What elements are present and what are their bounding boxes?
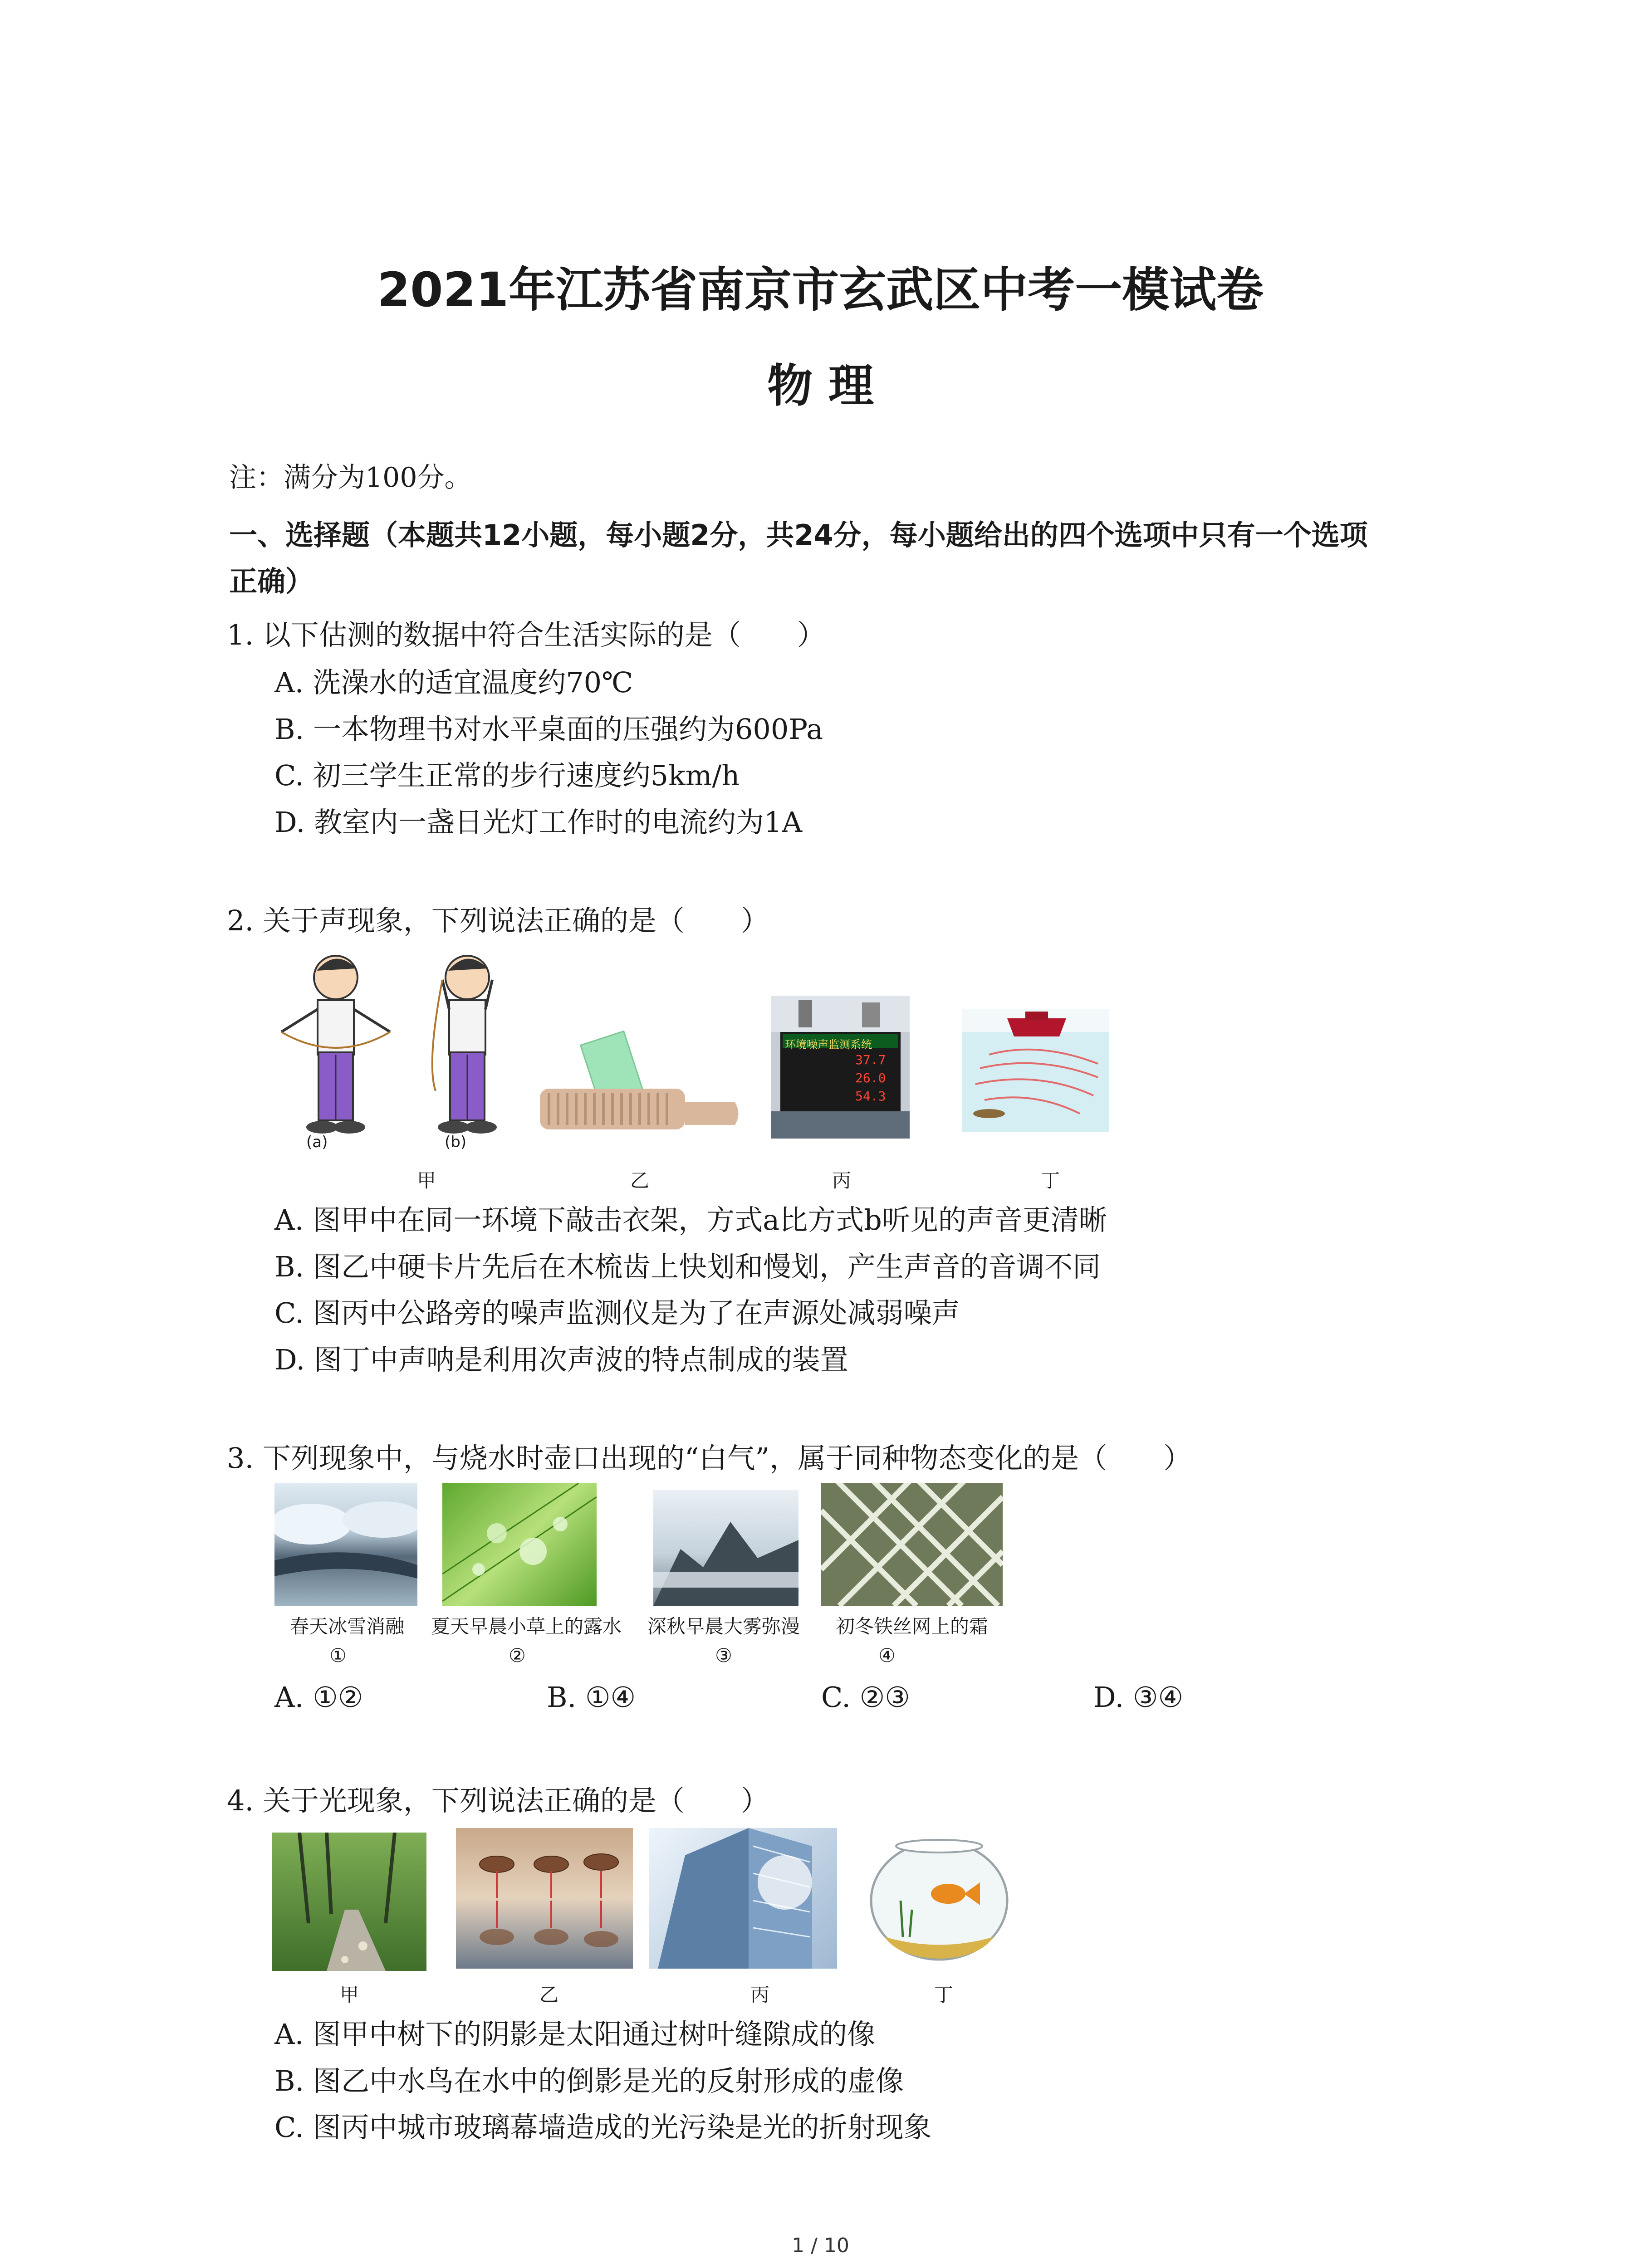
q3-caption-3: 深秋早晨大雾弥漫 bbox=[647, 1615, 800, 1637]
q3-caption-1: 春天冰雪消融 bbox=[289, 1615, 404, 1637]
q3-image-ice-melting bbox=[274, 1483, 417, 1606]
q4-option-a: A. 图甲中树下的阴影是太阳通过树叶缝隙成的像 bbox=[274, 2018, 876, 2051]
q3-image-morning-fog bbox=[653, 1490, 798, 1606]
monitor-value-2: 26.0 bbox=[855, 1070, 886, 1085]
fig-label-b: (b) bbox=[445, 1133, 467, 1151]
q4-image-glass-curtain-wall bbox=[649, 1828, 837, 1969]
q3-number-3: ③ bbox=[715, 1644, 732, 1667]
q2-caption-yi: 乙 bbox=[630, 1169, 649, 1192]
q3-option-a: A. ①② bbox=[274, 1681, 363, 1714]
figure-ding-sonar-ship bbox=[962, 1009, 1109, 1132]
q4-caption-jia: 甲 bbox=[339, 1984, 359, 2006]
figure-bing-noise-monitor bbox=[771, 996, 910, 1139]
q4-image-goldfish-bowl bbox=[867, 1833, 1012, 1969]
section-heading-line1: 一、选择题（本题共12小题，每小题2分，共24分，每小题给出的四个选项中只有一个选项 bbox=[229, 518, 1368, 552]
monitor-value-1: 37.7 bbox=[855, 1052, 886, 1067]
q2-option-a: A. 图甲中在同一环境下敲击衣架，方式a比方式b听见的声音更清晰 bbox=[274, 1203, 1107, 1237]
q2-caption-bing: 丙 bbox=[832, 1169, 851, 1192]
score-note: 注：满分为100分。 bbox=[229, 462, 472, 494]
q3-caption-2: 夏天早晨小草上的露水 bbox=[431, 1615, 622, 1637]
q3-image-dew-on-grass bbox=[442, 1483, 597, 1606]
q2-caption-jia: 甲 bbox=[416, 1169, 436, 1192]
question-4-stem: 4. 关于光现象，下列说法正确的是（ ） bbox=[227, 1784, 769, 1817]
q4-option-b: B. 图乙中水鸟在水中的倒影是光的反射形成的虚像 bbox=[274, 2064, 904, 2097]
section-heading-line2: 正确） bbox=[229, 565, 314, 598]
subject-title: 物 理 bbox=[767, 359, 874, 412]
q3-option-c: C. ②③ bbox=[821, 1681, 910, 1714]
figure-yi-comb bbox=[535, 1030, 744, 1143]
q1-option-a: A. 洗澡水的适宜温度约70℃ bbox=[274, 666, 633, 699]
q3-option-b: B. ①④ bbox=[547, 1681, 636, 1714]
question-2-stem: 2. 关于声现象，下列说法正确的是（ ） bbox=[227, 904, 769, 937]
q3-image-frost-on-wire-mesh bbox=[821, 1483, 1003, 1606]
q1-option-c: C. 初三学生正常的步行速度约5km/h bbox=[274, 759, 740, 792]
q2-option-c: C. 图丙中公路旁的噪声监测仪是为了在声源处减弱噪声 bbox=[274, 1296, 960, 1330]
q4-caption-ding: 丁 bbox=[934, 1984, 953, 2006]
figure-jia-person-b bbox=[408, 946, 526, 1154]
figure-jia-person-a bbox=[268, 946, 408, 1154]
q4-option-c: C. 图丙中城市玻璃幕墙造成的光污染是光的折射现象 bbox=[274, 2111, 932, 2144]
exam-title: 2021年江苏省南京市玄武区中考一模试卷 bbox=[377, 262, 1264, 318]
q4-caption-bing: 丙 bbox=[750, 1984, 769, 2006]
q4-image-tree-shadow bbox=[272, 1833, 426, 1971]
question-1-stem: 1. 以下估测的数据中符合生活实际的是（ ） bbox=[227, 618, 825, 651]
fig-label-a: (a) bbox=[306, 1133, 328, 1151]
q4-caption-yi: 乙 bbox=[539, 1984, 558, 2006]
q2-caption-ding: 丁 bbox=[1040, 1169, 1060, 1192]
q1-option-b: B. 一本物理书对水平桌面的压强约为600Pa bbox=[274, 713, 823, 746]
question-3-stem: 3. 下列现象中，与烧水时壶口出现的“白气”，属于同种物态变化的是（ ） bbox=[227, 1442, 1192, 1475]
q4-image-bird-reflection bbox=[456, 1828, 633, 1969]
page-number: 1 / 10 bbox=[792, 2234, 849, 2257]
monitor-title: 环境噪声监测系统 bbox=[785, 1038, 872, 1051]
q2-option-b: B. 图乙中硬卡片先后在木梳齿上快划和慢划，产生声音的音调不同 bbox=[274, 1250, 1101, 1283]
q1-option-d: D. 教室内一盏日光灯工作时的电流约为1A bbox=[274, 806, 803, 839]
q3-number-2: ② bbox=[509, 1644, 526, 1667]
q3-number-4: ④ bbox=[878, 1644, 896, 1667]
q3-option-d: D. ③④ bbox=[1093, 1681, 1184, 1714]
q2-option-d: D. 图丁中声呐是利用次声波的特点制成的装置 bbox=[274, 1343, 848, 1376]
monitor-value-3: 54.3 bbox=[855, 1089, 886, 1104]
q3-number-1: ① bbox=[329, 1644, 347, 1667]
q3-caption-4: 初冬铁丝网上的霜 bbox=[835, 1615, 988, 1637]
